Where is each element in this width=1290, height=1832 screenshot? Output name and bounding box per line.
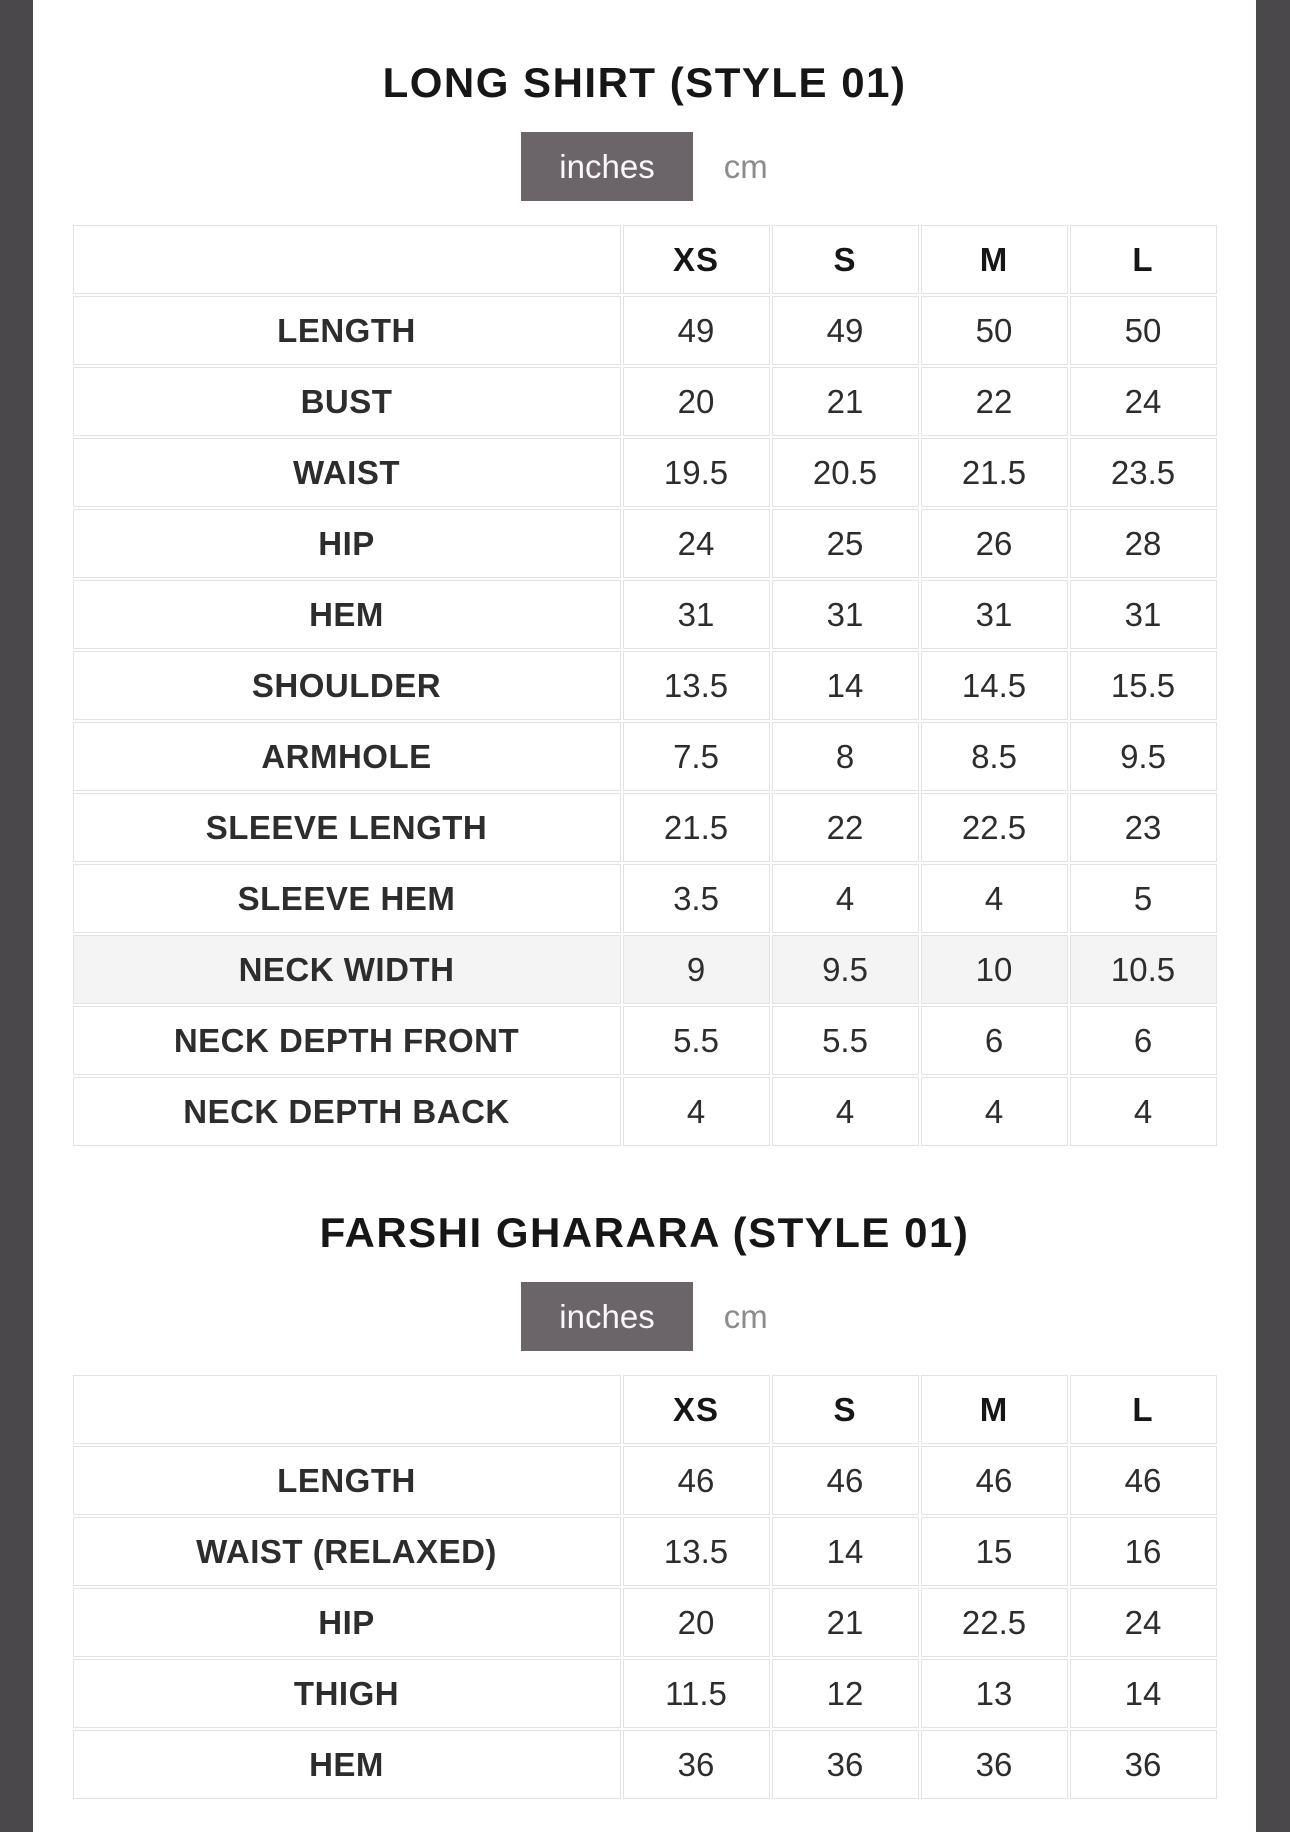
measurement-value: 21 bbox=[772, 1588, 919, 1657]
measurement-value: 21 bbox=[772, 367, 919, 436]
measurement-value: 4 bbox=[1070, 1077, 1217, 1146]
measurement-label: SHOULDER bbox=[73, 651, 621, 720]
measurement-value: 31 bbox=[772, 580, 919, 649]
measurement-value: 23 bbox=[1070, 793, 1217, 862]
measurement-value: 46 bbox=[921, 1446, 1068, 1515]
measurement-value: 9.5 bbox=[1070, 722, 1217, 791]
measurement-value: 4 bbox=[921, 1077, 1068, 1146]
measurement-value: 20.5 bbox=[772, 438, 919, 507]
size-header-cell: S bbox=[772, 1375, 919, 1444]
measurement-value: 50 bbox=[921, 296, 1068, 365]
table-row bbox=[73, 864, 1217, 933]
measurement-value: 15 bbox=[921, 1517, 1068, 1586]
measurement-value: 22 bbox=[921, 367, 1068, 436]
measurement-label: HIP bbox=[73, 509, 621, 578]
measurement-value: 50 bbox=[1070, 296, 1217, 365]
measurement-value: 46 bbox=[772, 1446, 919, 1515]
size-header-cell: L bbox=[1070, 225, 1217, 294]
measurement-value: 12 bbox=[772, 1659, 919, 1728]
size-header-cell: S bbox=[772, 225, 919, 294]
table-row bbox=[73, 509, 1217, 578]
measurement-value: 11.5 bbox=[623, 1659, 770, 1728]
measurement-value: 24 bbox=[623, 509, 770, 578]
measurement-label: SLEEVE LENGTH bbox=[73, 793, 621, 862]
measurement-value: 14 bbox=[772, 1517, 919, 1586]
unit-toggle bbox=[33, 132, 1256, 201]
measurement-value: 3.5 bbox=[623, 864, 770, 933]
measurement-value: 46 bbox=[1070, 1446, 1217, 1515]
measurement-value: 13.5 bbox=[623, 1517, 770, 1586]
measurement-value: 22.5 bbox=[921, 1588, 1068, 1657]
measurement-value: 31 bbox=[921, 580, 1068, 649]
measurement-label: HIP bbox=[73, 1588, 621, 1657]
table-row bbox=[73, 1446, 1217, 1515]
measurement-value: 20 bbox=[623, 1588, 770, 1657]
measurement-value: 36 bbox=[772, 1730, 919, 1799]
section-farshi-gharara bbox=[33, 1148, 1256, 1801]
measurement-value: 5 bbox=[1070, 864, 1217, 933]
measurement-value: 8 bbox=[772, 722, 919, 791]
measurement-label: HEM bbox=[73, 580, 621, 649]
measurement-value: 24 bbox=[1070, 1588, 1217, 1657]
measurement-value: 7.5 bbox=[623, 722, 770, 791]
corner-cell bbox=[73, 225, 621, 294]
measurement-value: 21.5 bbox=[623, 793, 770, 862]
window-frame-left bbox=[0, 0, 33, 1832]
measurement-value: 24 bbox=[1070, 367, 1217, 436]
measurement-value: 25 bbox=[772, 509, 919, 578]
table-row bbox=[73, 367, 1217, 436]
measurement-label: NECK WIDTH bbox=[73, 935, 621, 1004]
measurement-label: LENGTH bbox=[73, 1446, 621, 1515]
measurement-value: 36 bbox=[921, 1730, 1068, 1799]
measurement-value: 14 bbox=[772, 651, 919, 720]
measurement-value: 4 bbox=[921, 864, 1068, 933]
unit-inches-button[interactable]: inches bbox=[521, 132, 692, 201]
measurement-value: 28 bbox=[1070, 509, 1217, 578]
size-header-row bbox=[73, 1375, 1217, 1444]
table-row bbox=[73, 1730, 1217, 1799]
measurement-value: 49 bbox=[772, 296, 919, 365]
table-row bbox=[73, 1659, 1217, 1728]
measurement-value: 9 bbox=[623, 935, 770, 1004]
unit-toggle bbox=[33, 1282, 1256, 1351]
size-header-cell: XS bbox=[623, 1375, 770, 1444]
unit-inches-button[interactable]: inches bbox=[521, 1282, 692, 1351]
table-row bbox=[73, 1588, 1217, 1657]
measurement-value: 8.5 bbox=[921, 722, 1068, 791]
measurement-value: 16 bbox=[1070, 1517, 1217, 1586]
window-frame-right bbox=[1256, 0, 1290, 1832]
measurement-value: 4 bbox=[772, 1077, 919, 1146]
measurement-value: 36 bbox=[1070, 1730, 1217, 1799]
measurement-value: 14.5 bbox=[921, 651, 1068, 720]
size-header-row bbox=[73, 225, 1217, 294]
table-row bbox=[73, 722, 1217, 791]
size-chart-page bbox=[33, 0, 1256, 1801]
table-row bbox=[73, 935, 1217, 1004]
unit-cm-button[interactable]: cm bbox=[723, 1298, 768, 1335]
table-row bbox=[73, 651, 1217, 720]
measurement-value: 22 bbox=[772, 793, 919, 862]
measurement-value: 13.5 bbox=[623, 651, 770, 720]
measurement-label: LENGTH bbox=[73, 296, 621, 365]
table-row bbox=[73, 1077, 1217, 1146]
measurement-label: BUST bbox=[73, 367, 621, 436]
measurement-value: 23.5 bbox=[1070, 438, 1217, 507]
size-table-long-shirt bbox=[71, 223, 1219, 1148]
measurement-value: 13 bbox=[921, 1659, 1068, 1728]
measurement-label: NECK DEPTH FRONT bbox=[73, 1006, 621, 1075]
measurement-value: 22.5 bbox=[921, 793, 1068, 862]
measurement-value: 20 bbox=[623, 367, 770, 436]
measurement-label: ARMHOLE bbox=[73, 722, 621, 791]
measurement-value: 49 bbox=[623, 296, 770, 365]
measurement-value: 10.5 bbox=[1070, 935, 1217, 1004]
size-header-cell: M bbox=[921, 1375, 1068, 1444]
table-row bbox=[73, 580, 1217, 649]
measurement-value: 6 bbox=[1070, 1006, 1217, 1075]
measurement-value: 15.5 bbox=[1070, 651, 1217, 720]
measurement-value: 9.5 bbox=[772, 935, 919, 1004]
table-row bbox=[73, 1006, 1217, 1075]
table-row bbox=[73, 793, 1217, 862]
measurement-value: 21.5 bbox=[921, 438, 1068, 507]
measurement-value: 46 bbox=[623, 1446, 770, 1515]
measurement-label: WAIST (RELAXED) bbox=[73, 1517, 621, 1586]
table-row bbox=[73, 1517, 1217, 1586]
unit-cm-button[interactable]: cm bbox=[723, 148, 768, 185]
measurement-label: THIGH bbox=[73, 1659, 621, 1728]
measurement-value: 14 bbox=[1070, 1659, 1217, 1728]
size-header-cell: XS bbox=[623, 225, 770, 294]
table-row bbox=[73, 438, 1217, 507]
size-table-farshi-gharara bbox=[71, 1373, 1219, 1801]
section-long-shirt bbox=[33, 0, 1256, 1148]
measurement-value: 19.5 bbox=[623, 438, 770, 507]
measurement-value: 6 bbox=[921, 1006, 1068, 1075]
measurement-value: 4 bbox=[623, 1077, 770, 1146]
measurement-value: 10 bbox=[921, 935, 1068, 1004]
table-row bbox=[73, 296, 1217, 365]
measurement-value: 5.5 bbox=[623, 1006, 770, 1075]
size-header-cell: L bbox=[1070, 1375, 1217, 1444]
section-title: FARSHI GHARARA (STYLE 01) bbox=[319, 1209, 970, 1256]
measurement-label: HEM bbox=[73, 1730, 621, 1799]
measurement-value: 31 bbox=[1070, 580, 1217, 649]
measurement-label: SLEEVE HEM bbox=[73, 864, 621, 933]
measurement-value: 4 bbox=[772, 864, 919, 933]
section-title: LONG SHIRT (STYLE 01) bbox=[382, 59, 907, 106]
measurement-value: 26 bbox=[921, 509, 1068, 578]
measurement-value: 5.5 bbox=[772, 1006, 919, 1075]
measurement-value: 36 bbox=[623, 1730, 770, 1799]
measurement-label: WAIST bbox=[73, 438, 621, 507]
measurement-value: 31 bbox=[623, 580, 770, 649]
measurement-label: NECK DEPTH BACK bbox=[73, 1077, 621, 1146]
size-header-cell: M bbox=[921, 225, 1068, 294]
corner-cell bbox=[73, 1375, 621, 1444]
